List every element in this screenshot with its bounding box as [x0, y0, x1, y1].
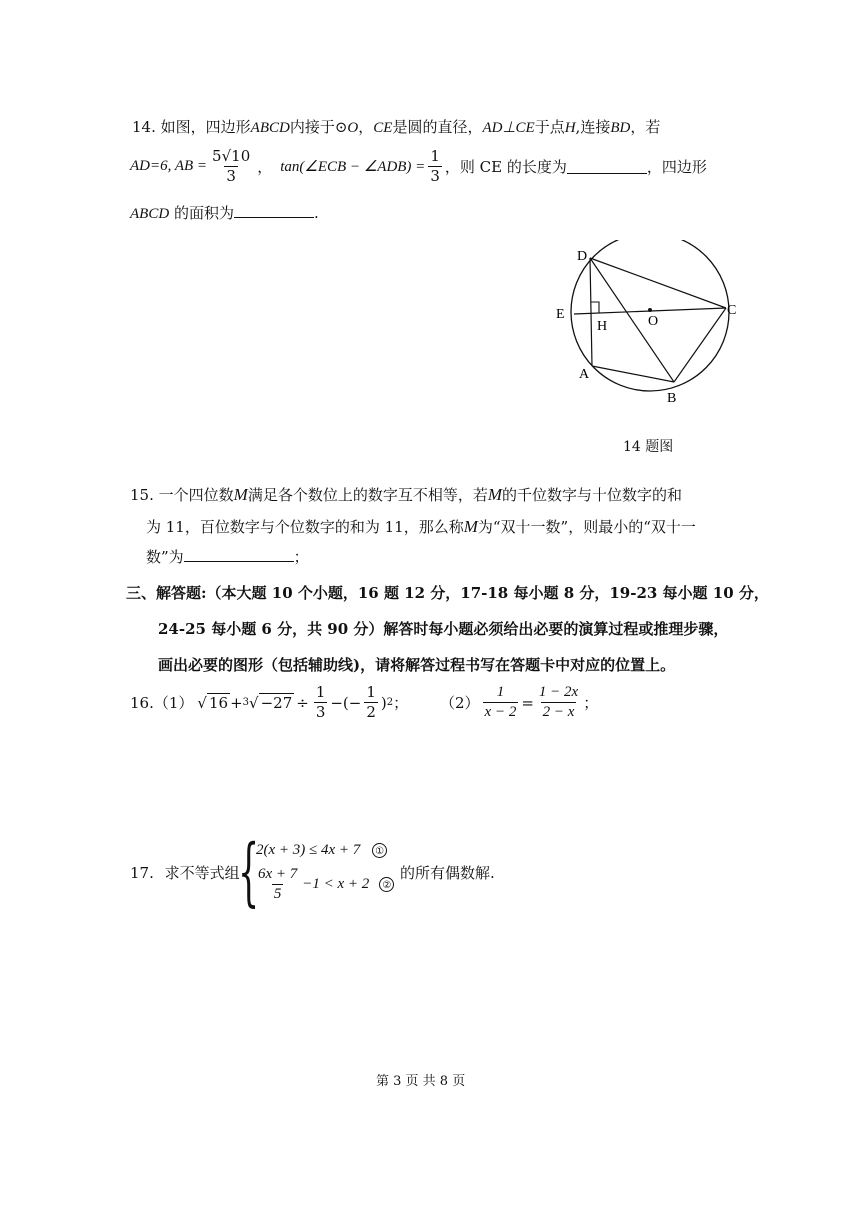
- q14-ce: CE: [373, 120, 393, 136]
- q16-frac-3-num: 1: [496, 684, 505, 700]
- q14-label-d: D: [577, 249, 588, 264]
- q17-ineq2-rest: −1 < x + 2: [302, 876, 370, 893]
- q15-text: 为“双十一数”，则最小的“双十一: [477, 518, 696, 536]
- q14-segment-bc: [674, 308, 726, 382]
- q14-ab-fraction: [210, 148, 252, 186]
- q17-frac-den: 5: [273, 886, 282, 903]
- q16-end2: ；: [583, 694, 599, 713]
- q14-ask-area: ，四边形: [646, 158, 707, 177]
- q14-text: 内接于⊙: [289, 118, 348, 136]
- q15-text: 数”为: [146, 548, 184, 566]
- q14-h: H: [564, 120, 576, 136]
- q16-frac-2: [364, 684, 378, 722]
- q16-frac-3: [483, 684, 519, 722]
- q16-cbrt-index: 3: [242, 697, 250, 709]
- q14-ab-den: 3: [226, 167, 236, 186]
- q17-ineq2: [256, 866, 394, 904]
- q14-text: ,连接: [575, 118, 611, 136]
- q14-text: 如图，四边形: [160, 118, 251, 136]
- q17-frac-num: 6x + 7: [258, 866, 298, 882]
- q14-bd: BD: [610, 120, 631, 136]
- q15-number: 15.: [130, 486, 154, 504]
- q16-frac-4-num: 1 − 2x: [538, 684, 579, 700]
- q16-sqrt16: 16: [208, 694, 229, 713]
- q14-number: 14.: [132, 118, 156, 136]
- q14-line1: [132, 116, 660, 137]
- q14-text: 的面积为: [173, 204, 234, 222]
- q15-m: M: [463, 517, 478, 536]
- q17-mark2: ②: [379, 877, 394, 892]
- q14-text: ，若: [630, 118, 661, 136]
- q14-segment-ab: [592, 366, 674, 382]
- q14-label-h: H: [597, 319, 608, 334]
- q16-plus: +: [230, 693, 243, 712]
- q17-tail: 的所有偶数解.: [400, 864, 495, 882]
- q17-frac: [256, 866, 299, 904]
- q17-ineq1: [256, 842, 387, 859]
- q14-label-c: C: [727, 303, 737, 318]
- q16-frac-1: [314, 684, 328, 722]
- q14-tan: tan(∠ECB − ∠ADB) =: [280, 159, 426, 176]
- q15-text: 满足各个数位上的数字互不相等，若: [247, 486, 488, 504]
- q16-frac-4: [537, 684, 580, 722]
- q14-sep: ，: [257, 158, 273, 177]
- q16-div: ÷: [296, 693, 309, 712]
- page-footer: 第 3 页 共 8 页: [376, 1074, 466, 1089]
- q16-end1: ；: [393, 694, 409, 713]
- q14-label-o: O: [648, 314, 659, 329]
- q15-m: M: [487, 485, 503, 504]
- q16-part2-label: （2）: [440, 694, 480, 713]
- q14-text: 是圆的直径，: [392, 118, 483, 136]
- q16-frac-2-den: 2: [366, 703, 376, 722]
- q14-tan-den: 3: [430, 167, 440, 186]
- q14-answer-blank-2[interactable]: [234, 203, 314, 218]
- q14-figure-caption: 14 题图: [623, 439, 674, 455]
- q16-cbrt-value: −27: [260, 694, 293, 713]
- q16-part1: 16.（1） √ 16 + 3 √ −27 ÷ $\frac{1}{3}$ −(− $\frac{1}{2}$ ) 2 ；: [130, 683, 409, 722]
- q14-tan-fraction: [428, 148, 442, 186]
- q14-text: 于点: [534, 118, 565, 136]
- q14-right-angle-mark: [591, 302, 599, 313]
- q17-number: 17.: [130, 864, 154, 882]
- q17-ineq1-text: 2(x + 3) ≤ 4x + 7: [256, 842, 361, 858]
- section3-line3: 画出必要的图形（包括辅助线)，请将解答过程书写在答题卡中对应的位置上。: [158, 656, 676, 674]
- q14-line3: [130, 202, 319, 223]
- q16-frac-4-den: 2 − x: [542, 704, 575, 721]
- q14-ask-ce: ，则 CE 的长度为: [444, 158, 567, 177]
- q14-adce: AD⊥CE: [482, 120, 535, 136]
- q15-text: 的千位数字与十位数字的和: [502, 486, 683, 504]
- section3-line1: 三、解答题:（本大题 10 个小题，16 题 12 分，17-18 每小题 8 分，19-23 每小题 10 分，: [126, 584, 769, 602]
- q15-line3: [146, 546, 309, 567]
- q14-label-e: E: [556, 307, 565, 322]
- q14-answer-blank-1[interactable]: [567, 159, 647, 174]
- q15-end: ；: [293, 548, 309, 566]
- q14-center-dot: [648, 308, 652, 312]
- q14-text: ，: [358, 118, 374, 136]
- q14-segment-da: [590, 258, 592, 366]
- q15-line1: [130, 484, 682, 505]
- q16-number: 16.（1）: [130, 694, 194, 713]
- q15-m: M: [233, 485, 248, 504]
- q16-part2: [440, 684, 598, 722]
- q15-line2: [146, 516, 696, 537]
- q16-exp: 2: [386, 697, 394, 709]
- q16-minus: −(−: [330, 693, 362, 712]
- q15-text: 一个四位数: [158, 486, 234, 504]
- q14-label-b: B: [667, 391, 677, 406]
- q14-segment-dc: [590, 258, 726, 308]
- q16-frac-3-den: x − 2: [484, 704, 517, 721]
- q16-eq: =: [521, 693, 534, 712]
- q14-line2: [130, 148, 707, 186]
- q14-figure: [550, 240, 750, 410]
- q16-close: ): [380, 693, 387, 712]
- section3-line2: 24-25 每小题 6 分，共 90 分）解答时每小题必须给出必要的演算过程或推理步骤，: [158, 620, 729, 638]
- q14-label-a: A: [579, 367, 590, 382]
- q17-text: 求不等式组: [164, 864, 240, 882]
- q14-ad: AD=6, AB =: [130, 158, 208, 175]
- q16-frac-1-den: 3: [315, 703, 326, 722]
- q16-frac-2-num: 1: [366, 683, 376, 701]
- q15-answer-blank[interactable]: [184, 547, 294, 562]
- q16-frac-1-num: 1: [315, 683, 326, 701]
- q14-abcd-2: ABCD: [130, 206, 170, 222]
- q14-tan-num: 1: [430, 147, 440, 165]
- q14-end: .: [313, 204, 319, 222]
- q14-o: O: [347, 120, 359, 136]
- q14-ab-num: 5√10: [212, 147, 251, 165]
- q14-abcd: ABCD: [250, 120, 290, 136]
- q15-text: 为 11，百位数字与个位数字的和为 11，那么称: [146, 518, 464, 536]
- q17-brace: {: [238, 829, 260, 915]
- q17-mark1: ①: [372, 843, 387, 858]
- q17-intro: [130, 862, 240, 883]
